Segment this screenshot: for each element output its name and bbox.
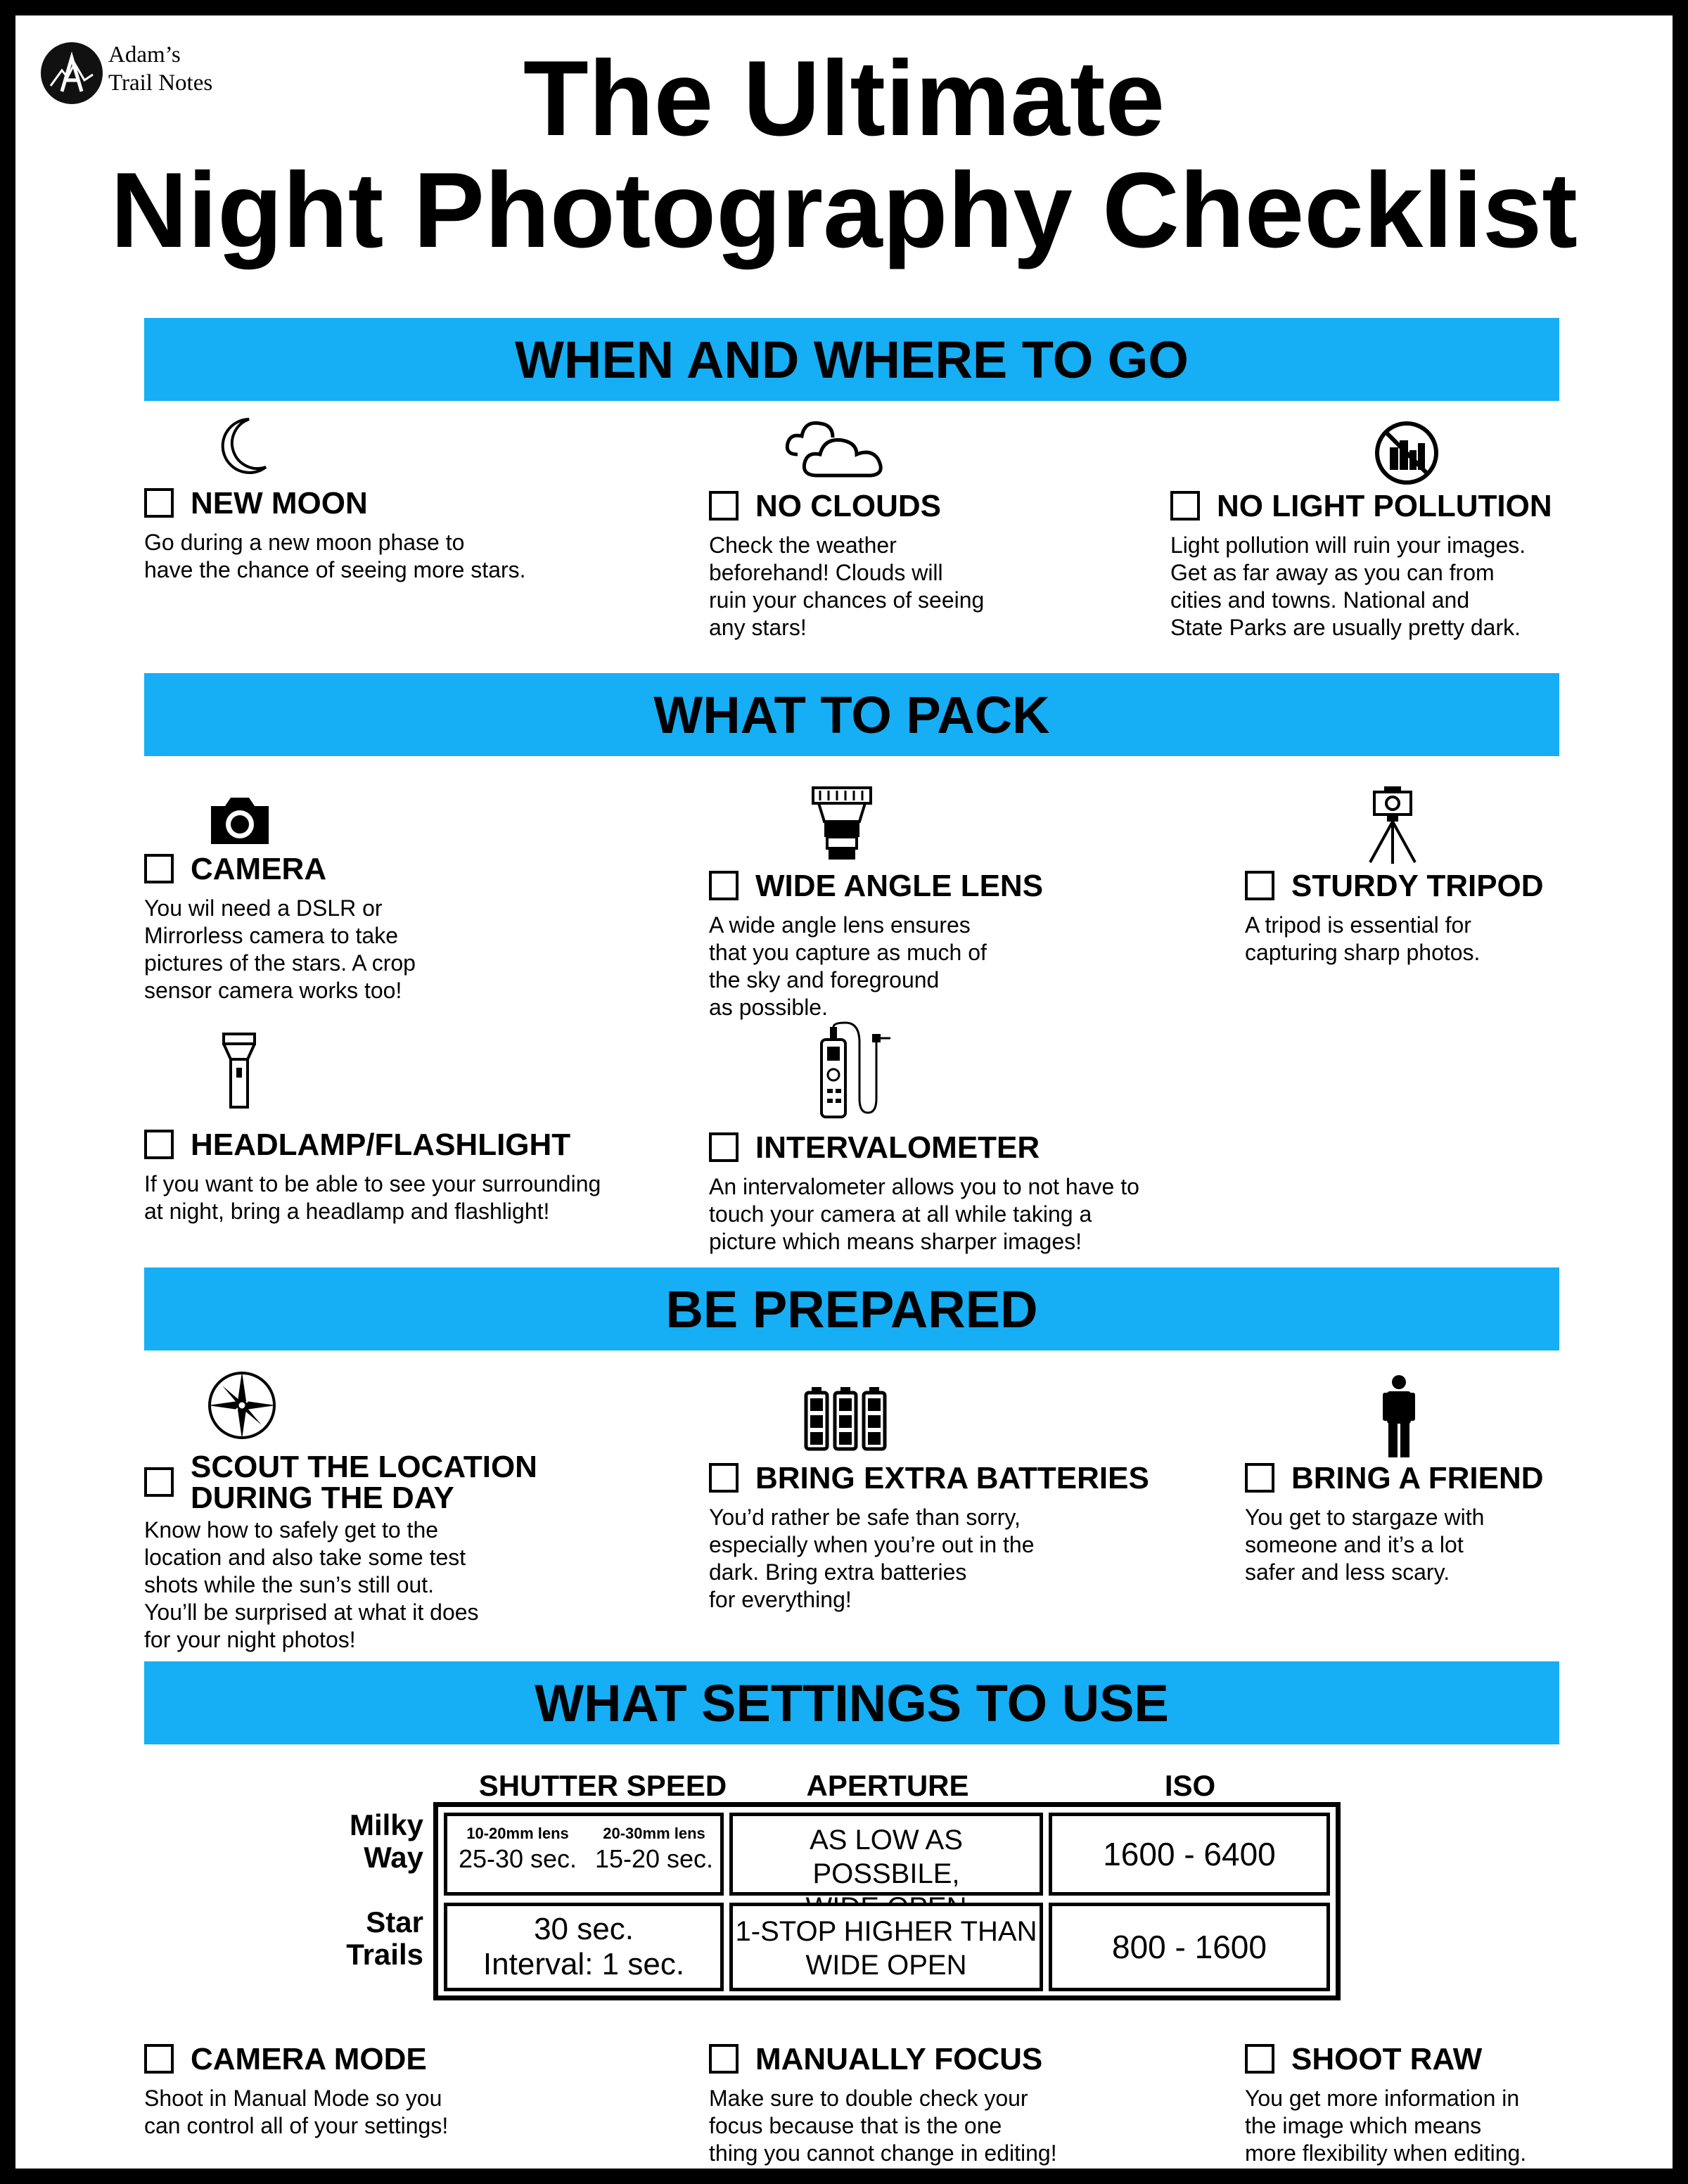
column-header-shutter-speed: SHUTTER SPEED: [478, 1769, 727, 1802]
lens-label-20-30: 20-30mm lens: [603, 1825, 705, 1842]
item-wide-angle-lens: [709, 867, 1103, 1021]
batteries-icon: [803, 1384, 888, 1452]
item-description: Check the weather beforehand! Clouds will ruin your chances of seeing any stars!: [709, 532, 985, 640]
milky-way-shutter-cell: [444, 1813, 724, 1896]
camera-icon: [207, 795, 273, 847]
clouds-icon: [784, 415, 889, 480]
item-intervalometer: [709, 1128, 1272, 1256]
item-scout-location: [144, 1450, 580, 1654]
item-description: If you want to be able to see your surrounding at night, bring a headlamp and flashlight!: [144, 1171, 601, 1224]
logo-line-1: Adam’s: [108, 42, 181, 68]
item-title: NEW MOON: [191, 486, 368, 521]
item-camera: [144, 850, 566, 1004]
star-trails-iso-cell: [1049, 1903, 1330, 1991]
item-title: SHOOT RAW: [1291, 2042, 1483, 2076]
item-title: WIDE ANGLE LENS: [755, 869, 1044, 903]
person-icon: [1383, 1374, 1415, 1459]
item-shoot-raw: [1245, 2040, 1597, 2167]
item-description: A tripod is essential for capturing sharp photos.: [1245, 912, 1481, 965]
no-light-pollution-checkbox[interactable]: [1170, 491, 1200, 521]
item-description: Light pollution will ruin your images. Get as far away as you can from cities and towns. National and State Parks are usually pretty dark.: [1170, 532, 1526, 640]
item-title: MANUALLY FOCUS: [755, 2042, 1043, 2076]
item-description: Go during a new moon phase to have the chance of seeing more stars.: [144, 530, 526, 582]
settings-table: [433, 1802, 1341, 2000]
no-clouds-checkbox[interactable]: [709, 491, 738, 521]
wide-angle-lens-checkbox[interactable]: [709, 871, 738, 900]
item-headlamp-flashlight: [144, 1125, 707, 1225]
item-title: NO CLOUDS: [755, 489, 941, 523]
shutter-value-20-30: 15-20 sec.: [594, 1844, 714, 1873]
item-description: You wil need a DSLR or Mirrorless camera to take pictures of the stars. A crop sensor camera works too!: [144, 895, 416, 1003]
extra-batteries-checkbox[interactable]: [709, 1463, 738, 1493]
shoot-raw-checkbox[interactable]: [1245, 2044, 1274, 2074]
star-trails-shutter-cell: [444, 1903, 724, 1991]
item-description: A wide angle lens ensures that you capture as much of the sky and foreground as possible.: [709, 912, 987, 1020]
item-title: BRING A FRIEND: [1291, 1461, 1544, 1495]
item-description: Know how to safely get to the location and also take some test shots while the sun’s still out. You’ll be surprised at what it does for your night photos!: [144, 1517, 479, 1652]
item-title: BRING EXTRA BATTERIES: [755, 1461, 1149, 1495]
milky-way-aperture-cell: [729, 1813, 1043, 1896]
moon-icon: [214, 415, 270, 478]
aperture-value: AS LOW AS POSSBILE,: [810, 1825, 963, 1889]
sturdy-tripod-checkbox[interactable]: [1245, 871, 1274, 900]
aperture-value: 1-STOP HIGHER THAN WIDE OPEN: [735, 1916, 1037, 1981]
item-title: STURDY TRIPOD: [1291, 869, 1544, 903]
row-header-milky-way: Milky Way: [349, 1808, 423, 1874]
iso-value: 1600 - 6400: [1103, 1836, 1276, 1872]
item-no-light-pollution: [1170, 487, 1592, 641]
item-title: INTERVALOMETER: [755, 1130, 1040, 1165]
camera-checkbox[interactable]: [144, 854, 174, 883]
item-description: Make sure to double check your focus because that is the one thing you cannot change in editing!: [709, 2086, 1057, 2166]
star-trails-aperture-cell: [729, 1903, 1043, 1991]
item-description: You get more information in the image which means more flexibility when editing.: [1245, 2086, 1527, 2166]
flashlight-icon: [221, 1031, 257, 1111]
item-description: You’d rather be safe than sorry, especially when you’re out in the dark. Bring extra batteries for everything!: [709, 1505, 1035, 1612]
item-extra-batteries: [709, 1459, 1201, 1614]
item-title: CAMERA MODE: [191, 2042, 427, 2076]
headlamp-flashlight-checkbox[interactable]: [144, 1130, 174, 1159]
item-camera-mode: [144, 2040, 637, 2140]
section-heading-what-to-pack: WHAT TO PACK: [144, 673, 1559, 756]
item-description: You get to stargaze with someone and it’s a lot safer and less scary.: [1245, 1505, 1485, 1585]
no-city-icon: [1373, 419, 1440, 487]
new-moon-checkbox[interactable]: [144, 488, 174, 518]
section-heading-settings: WHAT SETTINGS TO USE: [144, 1661, 1559, 1744]
item-sturdy-tripod: [1245, 867, 1597, 966]
item-title: HEADLAMP/FLASHLIGHT: [191, 1128, 571, 1162]
column-header-aperture: APERTURE: [806, 1769, 969, 1802]
column-header-iso: ISO: [1164, 1769, 1216, 1802]
item-title: NO LIGHT POLLUTION: [1217, 489, 1552, 523]
section-heading-be-prepared: BE PREPARED: [144, 1267, 1559, 1350]
item-new-moon: [144, 484, 665, 584]
page-title-line-2: Night Photography Checklist: [110, 151, 1578, 270]
checklist-page: [15, 15, 1673, 2169]
lens-icon: [810, 785, 874, 864]
item-no-clouds: [709, 487, 1103, 641]
shutter-value-10-20: 25-30 sec.: [458, 1844, 577, 1873]
logo-line-2: Trail Notes: [108, 70, 213, 96]
section-heading-when-where: WHEN AND WHERE TO GO: [144, 318, 1559, 401]
page-title-line-1: The Ultimate: [523, 39, 1165, 158]
scout-location-checkbox[interactable]: [144, 1467, 174, 1497]
item-description: An intervalometer allows you to not have to touch your camera at all while taking a picture which means sharper images!: [709, 1174, 1139, 1254]
intervalometer-checkbox[interactable]: [709, 1132, 738, 1162]
item-manually-focus: [709, 2040, 1201, 2167]
item-title: CAMERA: [191, 852, 327, 886]
compass-icon: [205, 1369, 279, 1442]
tripod-icon: [1364, 785, 1421, 865]
remote-icon: [817, 1021, 895, 1120]
lens-label-10-20: 10-20mm lens: [466, 1825, 569, 1842]
item-bring-friend: [1245, 1459, 1597, 1586]
row-header-star-trails: Star Trails: [346, 1905, 423, 1971]
camera-mode-checkbox[interactable]: [144, 2044, 174, 2074]
shutter-value: 30 sec. Interval: 1 sec.: [482, 1912, 685, 1981]
item-title: SCOUT THE LOCATION DURING THE DAY: [191, 1450, 537, 1515]
iso-value: 800 - 1600: [1112, 1929, 1267, 1965]
item-description: Shoot in Manual Mode so you can control all of your settings!: [144, 2086, 449, 2138]
bring-friend-checkbox[interactable]: [1245, 1463, 1274, 1493]
manually-focus-checkbox[interactable]: [709, 2044, 738, 2074]
milky-way-iso-cell: [1049, 1813, 1330, 1896]
